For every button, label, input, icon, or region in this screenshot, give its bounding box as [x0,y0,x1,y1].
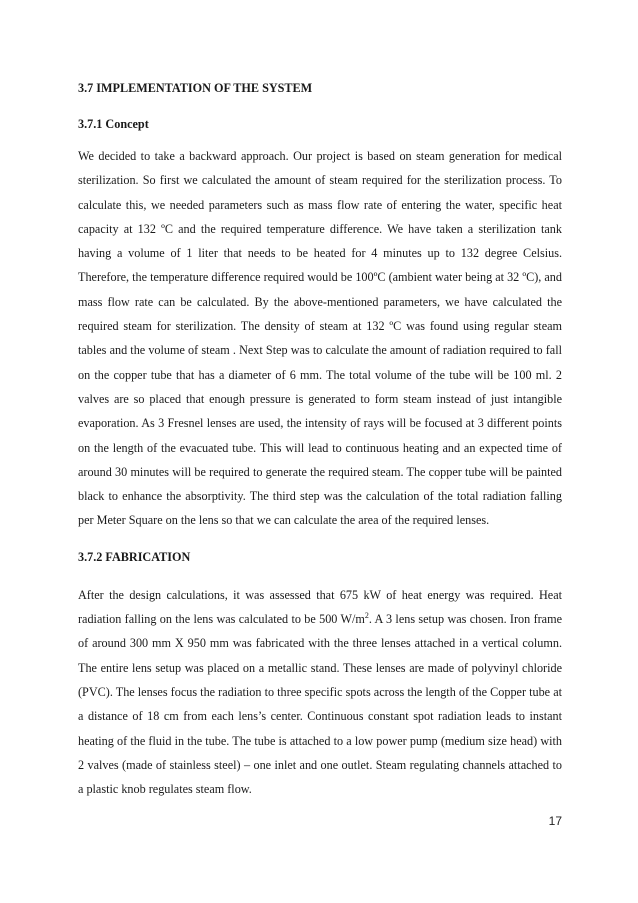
page-number: 17 [548,814,562,828]
concept-paragraph: We decided to take a backward approach. Our project is based on steam generation for medical sterilization. So first we calculated the amount of steam required for the sterilization process. To calculate this, we needed parameters such as mass flow rate of entering the water, specific heat capacity at 132 ºC and the required temperature difference. We have taken a sterilization tank having a volume of 1 liter that needs to be heated for 4 minutes up to 132 degree Celsius. Therefore, the temperature difference required would be 100ºC (ambient water being at 32 ºC), and mass flow rate can be calculated. By the above-mentioned parameters, we have calculated the required steam for sterilization. The density of steam at 132 ºC was found using regular steam tables and the volume of steam . Next Step was to calculate the amount of radiation required to fall on the copper tube that has a diameter of 6 mm. The total volume of the tube will be 100 ml. 2 valves are so placed that enough pressure is generated to form steam instead of just intangible evaporation. As 3 Fresnel lenses are used, the intensity of rays will be focused at 3 different points on the length of the evacuated tube. This will lead to continuous heating and an expected time of around 30 minutes will be required to generate the required steam. The copper tube will be painted black to enhance the absorptivity. The third step was the calculation of the total radiation falling per Meter Square on the lens so that we can calculate the area of the required lenses. [78,149,562,528]
fabrication-heading: 3.7.2 FABRICATION [78,549,191,564]
page-content [78,80,562,801]
section-heading: 3.7 IMPLEMENTATION OF THE SYSTEM [78,81,313,95]
fabrication-text-part1: After the design calculations, it was assessed that 675 kW of heat energy was required. Heat radiation falling on the lens was calculated to be 500 W/m [78,587,562,627]
fabrication-paragraph [78,583,562,802]
concept-heading: 3.7.1 Concept [78,117,149,131]
fabrication-superscript: 2 [364,610,369,620]
fabrication-text-part2: . A 3 lens setup was chosen. Iron frame of around 300 mm X 950 mm was fabricated with the three lenses attached in a vertical column. The entire lens setup was placed on a metallic stand. These lenses are made of polyvinyl chloride (PVC). The lenses focus the radiation to three specific spots across the length of the Copper tube at a distance of 18 cm from each lens’s center. Continuous constant spot radiation leads to instant heating of the fluid in the tube. The tube is attached to a low power pump (medium size head) with 2 valves (made of stainless steel) – one inlet and one outlet. Steam regulating channels attached to a plastic knob regulates steam flow. [78,612,562,797]
